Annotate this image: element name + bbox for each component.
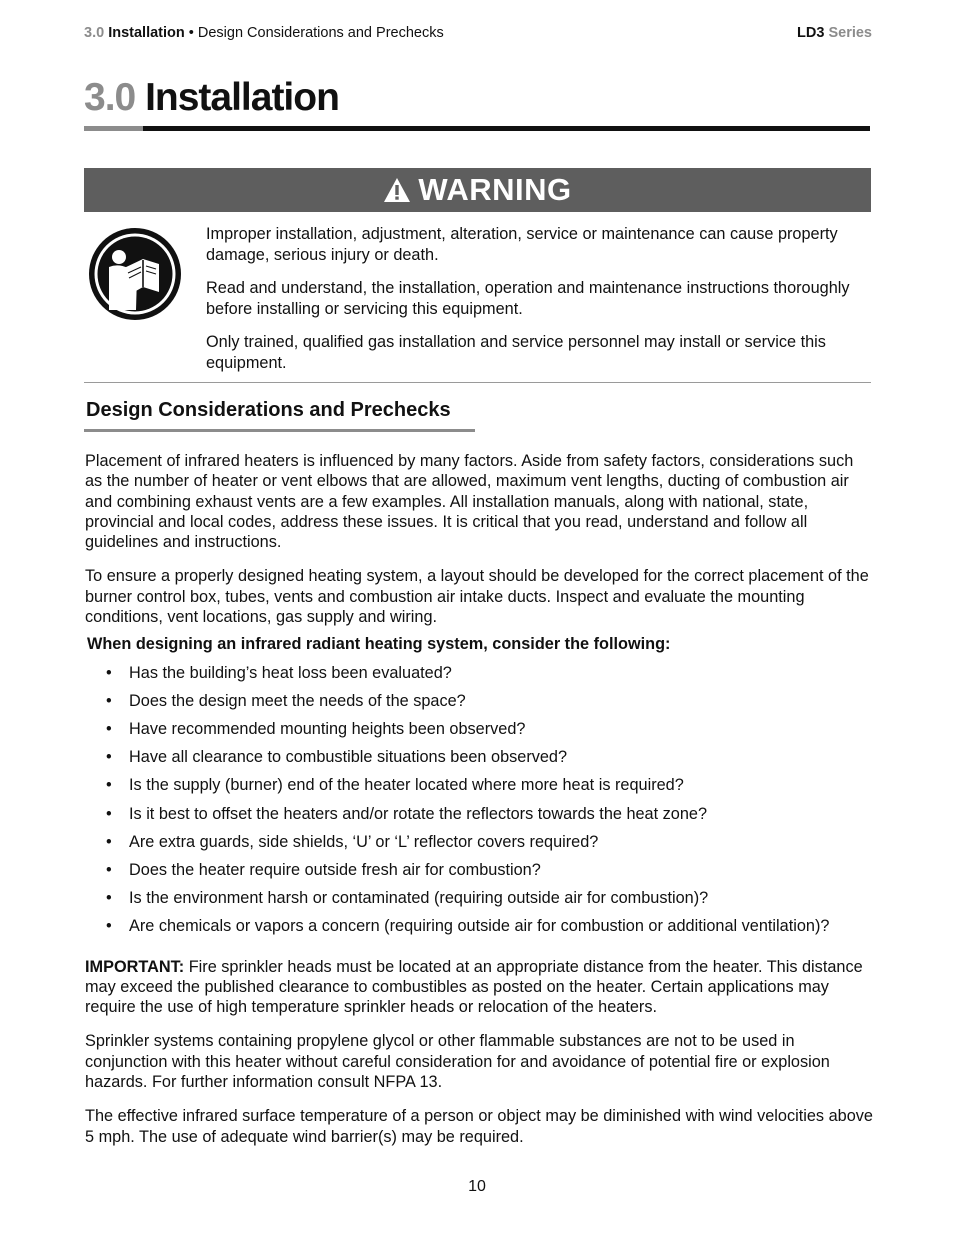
header-bullet: • <box>188 25 194 41</box>
checklist-item <box>85 916 875 944</box>
section-body <box>85 451 875 1161</box>
section-heading-underline <box>84 429 475 432</box>
bullet-icon: • <box>106 720 112 739</box>
header-section-title: Installation <box>108 25 185 41</box>
checklist-item-text: Are extra guards, side shields, ‘U’ or ‘L’ reflector covers required? <box>129 832 599 851</box>
body-paragraph: The effective infrared surface temperature of a person or object may be diminished with wind velocities above 5 mph. The use of adequate wind barrier(s) may be required. <box>85 1107 873 1146</box>
warning-paragraph: Read and understand, the installation, operation and maintenance instructions thoroughly before installing or servicing this equipment. <box>206 279 850 318</box>
header-subsection: Design Considerations and Prechecks <box>197 25 444 41</box>
checklist-item <box>85 832 875 860</box>
checklist-item-text: Has the building’s heat loss been evaluated? <box>129 663 452 682</box>
checklist-item <box>85 747 875 775</box>
checklist-item <box>85 691 875 719</box>
header-model: LD3 <box>797 25 825 41</box>
read-manual-icon <box>87 226 183 322</box>
section-heading: Design Considerations and Prechecks <box>86 399 451 421</box>
checklist-item-text: Is the supply (burner) end of the heater located where more heat is required? <box>129 776 684 795</box>
bullet-icon: • <box>106 889 112 908</box>
bullet-icon: • <box>106 860 112 879</box>
running-header <box>84 25 872 43</box>
important-text: Fire sprinkler heads must be located at an appropriate distance from the heater. This distance may exceed the published clearance to combustibles as posted on the heater. Certain applications may require the use of high temperature sprinkler heads or relocation of the heaters. <box>85 957 863 1017</box>
header-breadcrumb <box>84 25 444 41</box>
important-note <box>85 957 875 1018</box>
checklist-item <box>85 719 875 747</box>
body-paragraph: Sprinkler systems containing propylene glycol or other flammable substances are not to be used in conjunction with this heater without careful consideration for and avoidance of potential fire or explosion hazards. For further information consult NFPA 13. <box>85 1032 830 1092</box>
bullet-icon: • <box>106 804 112 823</box>
checklist-item-text: Have recommended mounting heights been observed? <box>129 720 526 739</box>
checklist-item-text: Is it best to offset the heaters and/or rotate the reflectors towards the heat zone? <box>129 804 708 823</box>
checklist-item <box>85 804 875 832</box>
checklist-item <box>85 775 875 803</box>
bullet-icon: • <box>106 776 112 795</box>
bullet-icon: • <box>106 691 112 710</box>
checklist-item <box>85 888 875 916</box>
header-series-label: Series <box>828 25 872 41</box>
checklist-lead: When designing an infrared radiant heating system, consider the following: <box>87 635 671 654</box>
checklist-item <box>85 860 875 888</box>
checklist-item-text: Is the environment harsh or contaminated (requiring outside air for combustion)? <box>129 889 709 908</box>
warning-triangle-icon <box>383 177 411 203</box>
title-rule <box>84 126 870 131</box>
warning-label: WARNING <box>418 172 572 207</box>
page-number: 10 <box>468 1178 486 1195</box>
bullet-icon: • <box>106 917 112 936</box>
important-label: IMPORTANT: <box>85 957 185 976</box>
page-title-text: Installation <box>145 76 339 119</box>
header-series <box>797 25 872 41</box>
bullet-icon: • <box>106 832 112 851</box>
bullet-icon: • <box>106 748 112 767</box>
checklist <box>85 663 875 945</box>
warning-banner <box>84 168 871 212</box>
title-rule-accent <box>84 126 143 131</box>
checklist-item-text: Are chemicals or vapors a concern (requiring outside air for combustion or additional ventilation)? <box>129 917 830 936</box>
warning-text <box>206 224 874 386</box>
checklist-item <box>85 663 875 691</box>
header-section-number: 3.0 <box>84 25 105 41</box>
body-paragraph: To ensure a properly designed heating system, a layout should be developed for the correct placement of the burner control box, tubes, vents and combustion air intake ducts. Inspect and evaluate the mounting conditions, vent locations, gas supply and wiring. <box>85 567 869 627</box>
checklist-item-text: Have all clearance to combustible situations been observed? <box>129 748 568 767</box>
body-paragraph: Placement of infrared heaters is influenced by many factors. Aside from safety factors, considerations such as the number of heater or vent elbows that are allowed, maximum vent lengths, ducting of combustion air and combining exhaust vents are a few examples. All installation manuals, along with national, state, provincial and local codes, address these issues. It is critical that you read, understand and follow all guidelines and instructions. <box>85 452 854 552</box>
checklist-item-text: Does the design meet the needs of the space? <box>129 691 466 710</box>
warning-paragraph: Improper installation, adjustment, alteration, service or maintenance can cause property damage, serious injury or death. <box>206 225 838 264</box>
page-title-number: 3.0 <box>84 76 136 119</box>
bullet-icon: • <box>106 663 112 682</box>
warning-divider <box>84 382 871 383</box>
page-title <box>84 76 339 120</box>
warning-paragraph: Only trained, qualified gas installation and service personnel may install or service this equipment. <box>206 333 826 372</box>
checklist-item-text: Does the heater require outside fresh air for combustion? <box>129 860 541 879</box>
